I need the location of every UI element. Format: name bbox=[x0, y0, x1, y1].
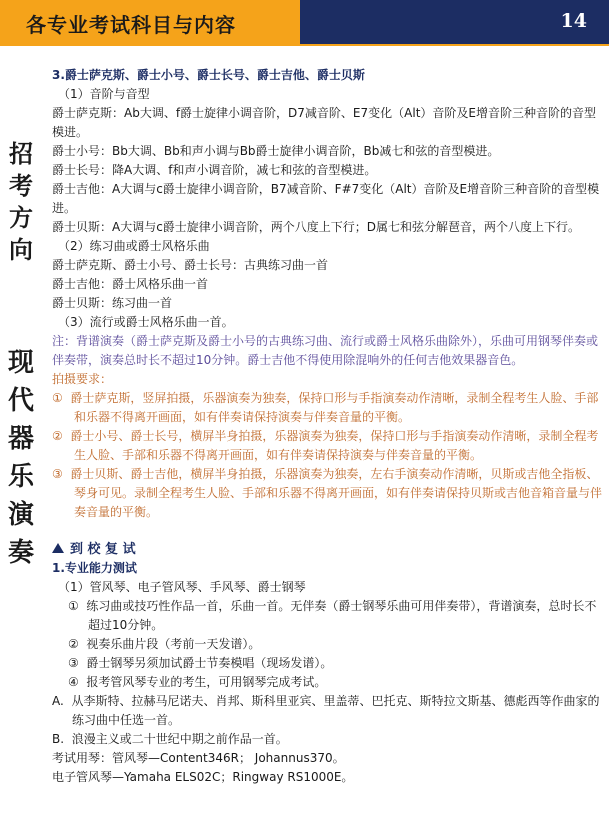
header-slant bbox=[270, 0, 300, 44]
page-title: 各专业考试科目与内容 bbox=[26, 13, 236, 37]
main-content bbox=[52, 66, 604, 787]
sidebar-char: 招 bbox=[9, 140, 33, 168]
filming-requirement-item: ③ 爵士贝斯、爵士吉他，横屏半身拍摄，乐器演奏为独奏，左右手演奏动作清晰，贝斯或吉他全指板、琴身可见。录制全程考生人脸、手部和乐器不得离开画面，如有伴奏请保持贝斯或吉他音箱音量与伴奏音量的平衡。 bbox=[52, 467, 603, 519]
text-bass-scales: 爵士贝斯：A大调与c爵士旋律小调音阶，两个八度上下行；D属七和弦分解琶音，两个八度上下行。 bbox=[52, 220, 581, 234]
exam-instrument-eorgan: 电子管风琴—Yamaha ELS02C；Ringway RS1000E。 bbox=[52, 770, 354, 784]
sidebar-char: 代 bbox=[7, 386, 34, 416]
sidebar-char: 乐 bbox=[7, 462, 34, 492]
text-sax-scales: 爵士萨克斯：Ab大调、f爵士旋律小调音阶，D7减音阶、E7变化（Alt）音阶及E增音阶三种音阶的音型模进。 bbox=[52, 106, 596, 139]
header-divider bbox=[0, 44, 609, 46]
sidebar-char: 演 bbox=[7, 500, 34, 530]
text-trumpet-scales: 爵士小号：Bb大调、Bb和声小调与Bb爵士旋律小调音阶，Bb减七和弦的音型模进。 bbox=[52, 144, 500, 158]
retest-item: ③ 爵士钢琴另须加试爵士节奏模唱（现场发谱）。 bbox=[68, 656, 333, 670]
retest-item: ① 练习曲或技巧性作品一首，乐曲一首。无伴奏（爵士钢琴乐曲可用伴奏带），背谱演奏，总时长不超过10分钟。 bbox=[68, 599, 597, 632]
text-etude-brass: 爵士萨克斯、爵士小号、爵士长号：古典练习曲一首 bbox=[52, 258, 329, 272]
text-guitar-scales: 爵士吉他：A大调与c爵士旋律小调音阶，B7减音阶、F#7变化（Alt）音阶及E增音阶三种音阶的音型模进。 bbox=[52, 182, 600, 215]
sidebar-char: 器 bbox=[7, 424, 34, 454]
retest-item: ② 视奏乐曲片段（考前一天发谱）。 bbox=[68, 637, 261, 651]
triangle-icon bbox=[52, 543, 64, 553]
retest-option-a: A. 从李斯特、拉赫马尼诺夫、肖邦、斯科里亚宾、里盖蒂、巴托克、斯特拉文斯基、德彪西等作曲家的练习曲中任选一首。 bbox=[52, 694, 600, 727]
section-heading-jazz: 3.爵士萨克斯、爵士小号、爵士长号、爵士吉他、爵士贝斯 bbox=[52, 68, 365, 82]
subheading-pop: （3）流行或爵士风格乐曲一首。 bbox=[58, 315, 234, 329]
retest-option-b: B. 浪漫主义或二十世纪中期之前作品一首。 bbox=[52, 732, 288, 746]
retest-item: ④ 报考管风琴专业的考生，可用钢琴完成考试。 bbox=[68, 675, 327, 689]
sidebar-major-label bbox=[6, 344, 36, 572]
sidebar-char: 现 bbox=[7, 348, 34, 378]
sidebar-char: 考 bbox=[9, 172, 33, 200]
note-text: 注：背谱演奏（爵士萨克斯及爵士小号的古典练习曲、流行或爵士风格乐曲除外），乐曲可用钢琴伴奏或伴奏带，演奏总时长不超过10分钟。爵士吉他不得使用除混响外的任何吉他效果器音色。 bbox=[52, 334, 599, 367]
page-header bbox=[0, 0, 609, 44]
text-trombone-scales: 爵士长号：降A大调、f和声小调音阶，减七和弦的音型模进。 bbox=[52, 163, 377, 177]
subheading-scales: （1）音阶与音型 bbox=[58, 87, 150, 101]
page-number: 14 bbox=[560, 10, 587, 32]
filming-requirement-item: ② 爵士小号、爵士长号，横屏半身拍摄，乐器演奏为独奏，保持口形与手指演奏动作清晰，录制全程考生人脸、手部和乐器不得离开画面，如有伴奏请保持演奏与伴奏音量的平衡。 bbox=[52, 429, 599, 462]
exam-instrument-organ: 考试用琴：管风琴—Content346R； Johannus370。 bbox=[52, 751, 345, 765]
retest-title: 到 校 复 试 bbox=[52, 540, 604, 559]
sidebar-char: 奏 bbox=[7, 538, 34, 568]
sidebar-char: 方 bbox=[9, 204, 33, 232]
retest-subheading: 1.专业能力测试 bbox=[52, 561, 137, 575]
retest-instruments: （1）管风琴、电子管风琴、手风琴、爵士钢琴 bbox=[58, 580, 306, 594]
sidebar-section-label bbox=[6, 138, 36, 266]
text-etude-bass: 爵士贝斯：练习曲一首 bbox=[52, 296, 173, 310]
filming-requirement-item: ① 爵士萨克斯，竖屏拍摄，乐器演奏为独奏，保持口形与手指演奏动作清晰，录制全程考生人脸、手部和乐器不得离开画面，如有伴奏请保持演奏与伴奏音量的平衡。 bbox=[52, 391, 599, 424]
sidebar-char: 向 bbox=[9, 236, 33, 264]
filming-requirements-title: 拍摄要求： bbox=[52, 372, 113, 386]
text-etude-guitar: 爵士吉他：爵士风格乐曲一首 bbox=[52, 277, 209, 291]
subheading-etudes: （2）练习曲或爵士风格乐曲 bbox=[58, 239, 210, 253]
